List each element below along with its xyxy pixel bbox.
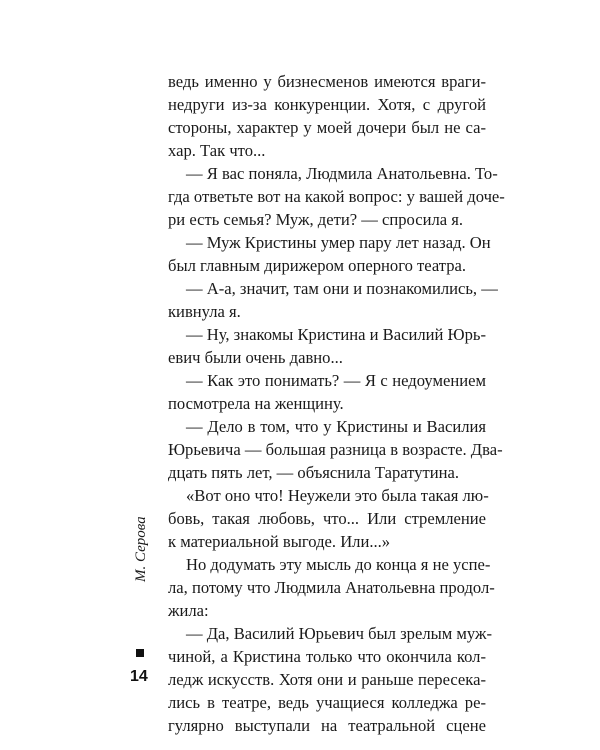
text-line: стороны, характер у моей дочери был не са- xyxy=(168,118,486,137)
text-line: гулярно выступали на театральной сцене xyxy=(168,716,486,735)
text-line: дцать пять лет, — объяснила Таратутина. xyxy=(168,463,460,482)
page-number: 14 xyxy=(130,668,148,685)
text-line: хар. Так что... xyxy=(168,141,266,160)
text-line: кивнула я. xyxy=(168,302,241,321)
body-text xyxy=(168,70,505,737)
text-line: — А-а, значит, там они и познакомились, — xyxy=(186,279,498,298)
text-line: — Да, Василий Юрьевич был зрелым муж- xyxy=(186,624,492,643)
running-head-author: М. Серова xyxy=(133,516,149,582)
text-line: бовь, такая любовь, что... Или стремление xyxy=(168,509,486,528)
text-line: ри есть семья? Муж, дети? — спросила я. xyxy=(168,210,464,229)
text-line: гда ответьте вот на какой вопрос: у вашей доче- xyxy=(168,187,505,206)
text-line: — Муж Кристины умер пару лет назад. Он xyxy=(186,233,491,252)
text-line: ведь именно у бизнесменов имеются враги- xyxy=(168,72,486,91)
text-line: — Как это понимать? — Я с недоумением xyxy=(186,371,486,390)
text-line: Но додумать эту мысль до конца я не успе- xyxy=(186,555,491,574)
text-line: — Дело в том, что у Кристины и Василия xyxy=(186,417,486,436)
page-marker-square xyxy=(136,649,144,657)
text-line: чиной, а Кристина только что окончила кол- xyxy=(168,647,486,666)
text-line: посмотрела на женщину. xyxy=(168,394,344,413)
text-line: ла, потому что Людмила Анатольевна продол- xyxy=(168,578,495,597)
text-line: ледж искусств. Хотя они и раньше пересека- xyxy=(168,670,486,689)
text-line: лись в театре, ведь учащиеся колледжа ре- xyxy=(168,693,486,712)
text-line: — Я вас поняла, Людмила Анатольевна. То- xyxy=(186,164,498,183)
text-line: «Вот оно что! Неужели это была такая лю- xyxy=(186,486,489,505)
text-line: жила: xyxy=(168,601,209,620)
text-line: к материальной выгоде. Или...» xyxy=(168,532,391,551)
text-line: был главным дирижером оперного театра. xyxy=(168,256,467,275)
text-line: евич были очень давно... xyxy=(168,348,343,367)
text-line: Юрьевича — большая разница в возрасте. Два- xyxy=(168,440,503,459)
text-line: — Ну, знакомы Кристина и Василий Юрь- xyxy=(186,325,486,344)
text-line: недруги из-за конкуренции. Хотя, с другой xyxy=(168,95,486,114)
